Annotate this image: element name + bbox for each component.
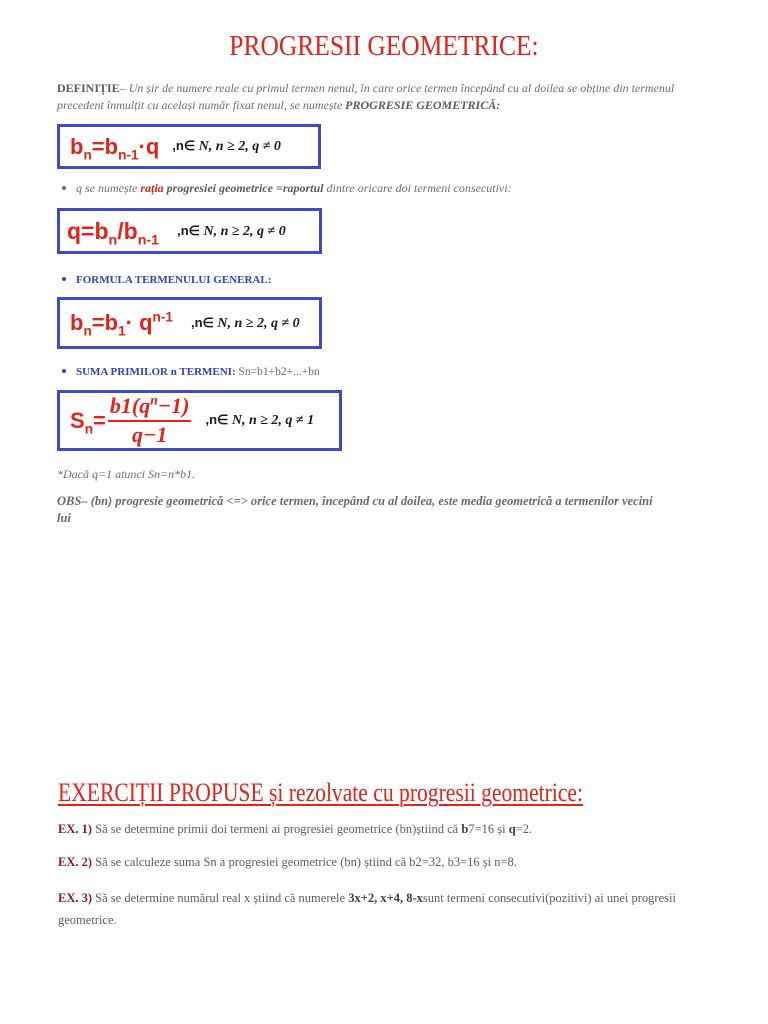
fraction-denominator: q−1: [108, 420, 192, 446]
observation: [57, 493, 653, 527]
sum-formula-lhs: [70, 407, 106, 436]
formula-condition: [205, 412, 314, 429]
formula-symbol: ·q: [138, 133, 160, 159]
sum-heading: SUMA PRIMILOR n TERMENI:: [76, 366, 236, 378]
formula-symbol: · q: [125, 310, 153, 335]
formula-symbol: /b: [117, 218, 138, 244]
condition-prefix: ,n∈: [205, 412, 229, 427]
page-title-row: [0, 33, 768, 61]
exercise-3: [58, 887, 676, 931]
definition-line-2: [57, 97, 674, 114]
exercise-text: =2.: [515, 822, 533, 836]
formula-condition: [191, 315, 300, 332]
formula-symbol: =b: [91, 310, 119, 335]
formula-symbol: S: [70, 407, 85, 433]
exercise-bold-text: 3x+2, x+4, 8-x: [348, 891, 423, 905]
formula-symbol: =: [93, 407, 106, 433]
condition-prefix: ,n∈: [190, 314, 214, 330]
exercise-label: EX. 3): [58, 891, 93, 905]
general-term-formula-box: [57, 297, 322, 349]
formula-subscript: n-1: [137, 232, 160, 249]
condition-text: N, n ≥ 2, q ≠ 0: [195, 139, 281, 154]
condition-text: N, n ≥ 2, q ≠ 0: [199, 223, 286, 239]
formula-exponent: n-1: [152, 309, 173, 325]
exercises-heading: EXERCIȚII PROPUSE și rezolvate cu progresii geometrice:: [58, 778, 584, 807]
sum-formula-box: [57, 390, 342, 451]
exercises-heading-row: [58, 779, 691, 807]
formula-subscript: n: [83, 146, 92, 162]
exercise-text: Să se calculeze suma Sn a progresiei geometrice (bn) știind că b2=32, b3=16 și n=8.: [92, 855, 517, 869]
sum-fraction: [108, 392, 192, 447]
formula-subscript: n: [83, 323, 92, 339]
exercise-label: EX. 1): [58, 822, 93, 836]
definition-line-1: [57, 80, 674, 97]
sum-expression: Sn=b1+b2+...+bn: [235, 366, 320, 378]
recurrence-formula: [70, 133, 160, 162]
definition: [57, 80, 674, 114]
observation-line-2: lui: [57, 511, 71, 525]
condition-text: N, n ≥ 2, q ≠ 0: [213, 315, 300, 331]
general-term-heading: FORMULA TERMENULUI GENERAL:: [76, 274, 272, 286]
exercise-line-1: [58, 887, 676, 909]
ratio-formula: [67, 218, 160, 249]
formula-symbol: =b: [91, 133, 119, 159]
ratio-text: [76, 181, 512, 195]
ratio-text-before: q se numește: [76, 181, 141, 195]
bullet-dot: [62, 186, 66, 190]
numerator-text: −1): [157, 393, 190, 418]
formula-condition: [177, 223, 286, 240]
ratio-bullet: [62, 180, 512, 196]
exercise-text: Să se determine primii doi termeni ai progresiei geometrice (bn)știind că: [92, 822, 462, 836]
exercise-bold-text: b: [461, 822, 469, 836]
ratio-formula-box: [57, 208, 322, 254]
definition-text-2: precedent înmulțit cu același număr fixat nenul, se numește: [57, 98, 346, 112]
formula-condition: [172, 138, 281, 155]
formula-subscript: n: [84, 420, 94, 436]
condition-prefix: ,n∈: [172, 138, 196, 153]
exercise-text: sunt termeni consecutivi(pozitivi) ai unei progresii: [422, 891, 676, 905]
formula-subscript: n: [108, 232, 118, 249]
formula-subscript: n-1: [118, 146, 139, 162]
definition-dash: –: [119, 81, 126, 95]
condition-prefix: ,n∈: [177, 222, 200, 238]
page-title: PROGRESII GEOMETRICE:: [229, 31, 539, 62]
numerator-text: b1(q: [109, 393, 151, 418]
general-term-formula: [70, 309, 173, 339]
exercise-2: [58, 854, 517, 870]
formula-symbol: b: [70, 310, 84, 335]
recurrence-formula-box: [57, 124, 321, 169]
exercise-1: [58, 821, 532, 837]
observation-line-1: OBS– (bn) progresie geometrică <=> orice termen, începând cu al doilea, este media geometrică a termenilor vecini: [57, 494, 653, 508]
bullet-dot: [62, 277, 66, 281]
definition-label: DEFINIȚIE: [57, 81, 120, 95]
ratio-word: rația: [140, 181, 164, 195]
exercise-label: EX. 2): [58, 855, 93, 869]
condition-text: N, n ≥ 2, q ≠ 1: [228, 413, 315, 428]
ratio-text-after: dintre oricare doi termeni consecutivi:: [323, 181, 512, 195]
definition-term: PROGRESIE GEOMETRICĂ:: [345, 98, 501, 112]
exercise-text: 7=16 și: [468, 822, 509, 836]
exercise-text: Să se determine numărul real x știind că numerele: [92, 891, 349, 905]
formula-subscript: 1: [118, 323, 126, 339]
ratio-emphasis: progresiei geometrice =raportul: [163, 181, 324, 195]
general-term-bullet: [62, 271, 271, 288]
formula-symbol: b: [70, 133, 84, 159]
exercise-line-2: geometrice.: [58, 913, 117, 927]
note-q-equals-1: *Dacă q=1 atunci Sn=n*b1.: [57, 467, 196, 481]
sum-bullet: [62, 363, 320, 380]
numerator-exponent: n: [150, 392, 158, 408]
fraction-numerator: [108, 392, 192, 420]
definition-text-1: Un șir de numere reale cu primul termen nenul, în care orice termen începând cu al doilea se obține din termenul: [125, 81, 675, 95]
bullet-dot: [62, 369, 66, 373]
exercise-bold-text: q: [508, 822, 516, 836]
formula-symbol: q=b: [67, 218, 109, 244]
